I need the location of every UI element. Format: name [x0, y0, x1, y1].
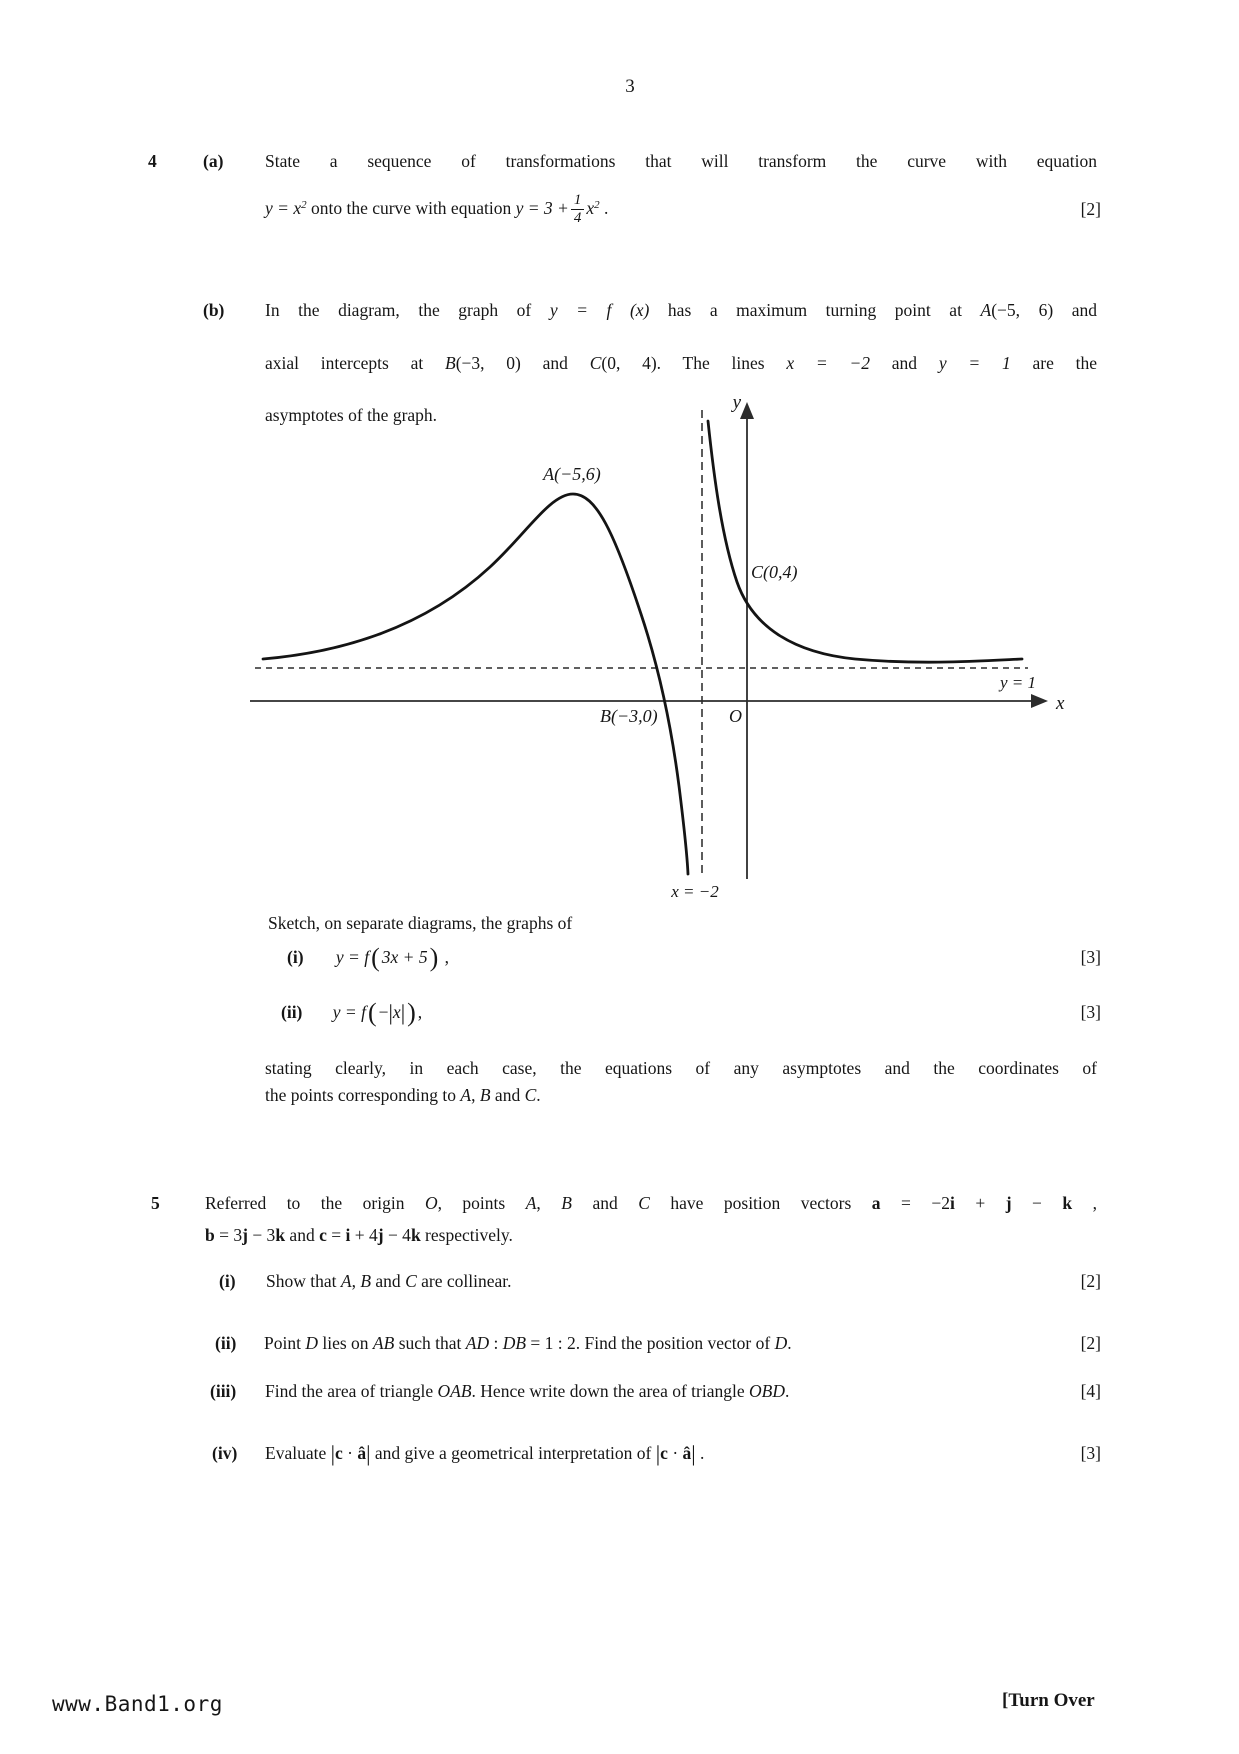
q5-number: 5 [151, 1193, 160, 1213]
q5i-mark: [2] [1080, 1271, 1101, 1291]
q5-l1-B: B [561, 1193, 572, 1213]
vector-j: j [1005, 1193, 1012, 1213]
curve-right-branch [708, 421, 1022, 662]
x-axis-label: x [1056, 693, 1065, 714]
q5iv-mark: [3] [1080, 1443, 1101, 1463]
q5ii-text [264, 1332, 792, 1354]
x-axis-arrow-icon [1031, 694, 1048, 708]
q4a-eq-text: onto the curve with equation [306, 198, 516, 218]
sketch-intro: Sketch, on separate diagrams, the graphs of [268, 913, 573, 933]
minus-sign: − [378, 1002, 389, 1022]
q5-l2-t4: = [326, 1225, 346, 1245]
dot-operator: · [667, 1443, 683, 1463]
turn-over-label: [Turn Over [1002, 1690, 1095, 1711]
q4a-equation [265, 184, 608, 232]
q4b-l2-t1: axial intercepts at [265, 353, 445, 373]
q5-l1-t9: , [1072, 1193, 1097, 1213]
q5iii-label: (iii) [210, 1381, 237, 1401]
q4a-line1: State a sequence of transformations that will transform the curve with equation [265, 151, 1097, 171]
q4b-l2-t3: (0, 4). The lines [601, 353, 787, 373]
sketch-i-mark: [3] [1080, 947, 1101, 967]
q5iii-OBD: OBD [749, 1381, 785, 1401]
q5ii-t4: : [489, 1333, 503, 1353]
q5ii-t5: = 1 : 2. Find the position vector of [526, 1333, 775, 1353]
vector-k: k [275, 1225, 286, 1245]
q5iii-mark: [4] [1080, 1381, 1101, 1401]
q5-l1-C: C [638, 1193, 650, 1213]
abs-bar: | [655, 1441, 661, 1466]
q5iv-t3: . [695, 1443, 705, 1463]
q4b-line3: asymptotes of the graph. [265, 405, 438, 425]
q5-l1-t4: and [571, 1193, 639, 1213]
q5-l2-t2: − 3 [247, 1225, 276, 1245]
sketch-ii-mark: [3] [1080, 1002, 1101, 1022]
page-number: 3 [625, 76, 635, 97]
vector-a: a [871, 1193, 881, 1213]
q5i-t1: Show that [266, 1271, 341, 1291]
vector-a-hat: â [682, 1443, 692, 1463]
vector-k: k [410, 1225, 421, 1245]
q5-line2 [205, 1224, 513, 1246]
q4a-frac-num: 1 [573, 192, 582, 209]
sketch-ii-func: y = f [332, 1002, 366, 1022]
q5-l2-t3: and [285, 1225, 320, 1245]
q5iii-t1: Find the area of triangle [265, 1381, 438, 1401]
q5-l1-A: A [525, 1193, 537, 1213]
q5-line1 [205, 1192, 1097, 1214]
y-axis-arrow-icon [740, 402, 754, 419]
q5iv-t2: and give a geometrical interpretation of [370, 1443, 656, 1463]
q4a-eq-period: . [599, 198, 609, 218]
vector-k: k [1062, 1193, 1073, 1213]
q5-l1-t5: have position vectors [649, 1193, 872, 1213]
q5ii-t6: . [787, 1333, 792, 1353]
abs-bar: | [330, 1441, 335, 1466]
vector-c: c [660, 1443, 668, 1463]
q5ii-label: (ii) [215, 1333, 237, 1353]
right-paren: ) [407, 998, 416, 1027]
q4a-eq-x2: x [586, 198, 595, 218]
q4b-l1-m1: y = f (x) [549, 300, 650, 320]
dot-operator: · [342, 1443, 358, 1463]
point-c-label: C(0,4) [751, 562, 798, 582]
sketch-ii-label: (ii) [281, 1002, 303, 1022]
q4b-l1-t2: has a maximum turning point at [649, 300, 981, 320]
q4a-eq-sup2: 2 [594, 199, 600, 211]
q4b-l2-m3: x = −2 [786, 353, 871, 373]
y-axis-label: y [732, 392, 741, 413]
q5iv-text [265, 1442, 704, 1464]
sketch-ii-comma: , [417, 1002, 423, 1022]
q5ii-t1: Point [264, 1333, 306, 1353]
sketch-outro2 [265, 1084, 541, 1106]
q5i-t2: , [351, 1271, 361, 1291]
q5i-text [266, 1270, 512, 1292]
origin-label: O [729, 706, 742, 726]
right-paren: ) [429, 943, 439, 972]
sketch-i-label: (i) [287, 947, 304, 967]
vector-a-hat: â [357, 1443, 367, 1463]
q5i-C: C [405, 1271, 417, 1291]
q4b-l1-m2: A [980, 300, 992, 320]
curve-left-branch [263, 494, 688, 874]
abs-bar: | [388, 1000, 393, 1025]
q5i-B: B [360, 1271, 372, 1291]
q5-l1-t6: = −2 [880, 1193, 950, 1213]
sketch-i-inner: 3x + 5 [381, 947, 428, 967]
q4a-frac-den: 4 [571, 209, 585, 227]
q5iii-OAB: OAB [437, 1381, 472, 1401]
q5iv-t1: Evaluate [265, 1443, 331, 1463]
outro2-c: C [524, 1085, 537, 1105]
abs-bar: | [400, 1000, 406, 1025]
q5-l2-t6: − 4 [383, 1225, 411, 1245]
q4a-label: (a) [203, 151, 224, 171]
outro2-t2: , [471, 1085, 480, 1105]
q4-number: 4 [148, 151, 157, 171]
outro2-b: B [479, 1085, 491, 1105]
q4b-l2-t5: are the [1010, 353, 1097, 373]
outro2-t1: the points corresponding to [265, 1085, 461, 1105]
q5-l2-t5: + 4 [350, 1225, 378, 1245]
left-paren: ( [367, 998, 377, 1027]
q5ii-AD: AD [465, 1333, 490, 1353]
outro2-t3: and [490, 1085, 525, 1105]
q5ii-mark: [2] [1080, 1333, 1101, 1353]
left-paren: ( [371, 943, 380, 972]
outro2-t4: . [536, 1085, 541, 1105]
sketch-ii-x: x [392, 1002, 401, 1022]
q5iii-t2: . Hence write down the area of triangle [471, 1381, 749, 1401]
q5i-label: (i) [219, 1271, 236, 1291]
q4b-l2-m1: B [444, 353, 456, 373]
q5ii-t3: such that [394, 1333, 466, 1353]
point-b-label: B(−3,0) [600, 706, 658, 726]
q4b-l2-m2: C [589, 353, 602, 373]
vector-c: c [319, 1225, 327, 1245]
q4b-line1 [265, 299, 1097, 321]
q5ii-DB: DB [502, 1333, 527, 1353]
q5i-A: A [340, 1271, 352, 1291]
q4b-l1-t1: In the diagram, the graph of [265, 300, 550, 320]
vector-j: j [377, 1225, 384, 1245]
q5iv-label: (iv) [212, 1443, 238, 1463]
sketch-item-i [287, 941, 449, 973]
q4b-label: (b) [203, 300, 225, 320]
q4b-line2 [265, 352, 1097, 374]
q5-l1-t1: Referred to the origin [205, 1193, 425, 1213]
vector-j: j [242, 1225, 248, 1245]
sketch-outro1: stating clearly, in each case, the equations of any asymptotes and the coordinates of [265, 1058, 1097, 1078]
q5ii-AB: AB [372, 1333, 395, 1353]
footer-website: www.Band1.org [52, 1692, 223, 1716]
q5-l2-t7: respectively. [420, 1225, 513, 1245]
sketch-i-func: y = f [335, 947, 370, 967]
point-a-label: A(−5,6) [543, 464, 601, 484]
q4a-eq-y3: y = 3 + [515, 198, 569, 218]
q5-l1-t7: + [954, 1193, 1006, 1213]
q5iii-t3: . [784, 1381, 790, 1401]
q4b-l1-t3: (−5, 6) and [991, 300, 1097, 320]
q5ii-D: D [305, 1333, 318, 1353]
abs-bar: | [366, 1441, 371, 1466]
function-graph [230, 383, 1110, 958]
q5-l2-t1: = 3 [214, 1225, 243, 1245]
q5ii-D2: D [774, 1333, 788, 1353]
q5ii-t2: lies on [317, 1333, 373, 1353]
q4b-l2-t4: and [870, 353, 939, 373]
q4a-eq-y-x: y = x [265, 198, 302, 218]
vector-i: i [950, 1193, 955, 1213]
vertical-asymptote-label: x = −2 [671, 882, 719, 901]
q5-l1-t3: , [536, 1193, 562, 1213]
q5iii-text [265, 1380, 789, 1402]
abs-bar: | [691, 1441, 696, 1466]
q4a-eq-sup1: 2 [301, 199, 307, 211]
sketch-i-comma: , [440, 947, 450, 967]
q4a-mark: [2] [1080, 199, 1101, 219]
q4a-fraction [571, 192, 585, 228]
q5i-t3: and [371, 1271, 406, 1291]
q4b-l2-m4: y = 1 [938, 353, 1011, 373]
outro2-a: A [460, 1085, 472, 1105]
q5-l1-O: O [424, 1193, 438, 1213]
q5-l1-t8: − [1011, 1193, 1063, 1213]
vector-b: b [205, 1225, 215, 1245]
vector-c: c [335, 1443, 343, 1463]
sketch-item-ii [281, 996, 422, 1028]
q5-l1-t2: , points [437, 1193, 526, 1213]
horizontal-asymptote-label: y = 1 [1000, 673, 1037, 692]
q4b-l2-t2: (−3, 0) and [455, 353, 590, 373]
vector-i: i [345, 1225, 351, 1245]
q5i-t4: are collinear. [416, 1271, 512, 1291]
